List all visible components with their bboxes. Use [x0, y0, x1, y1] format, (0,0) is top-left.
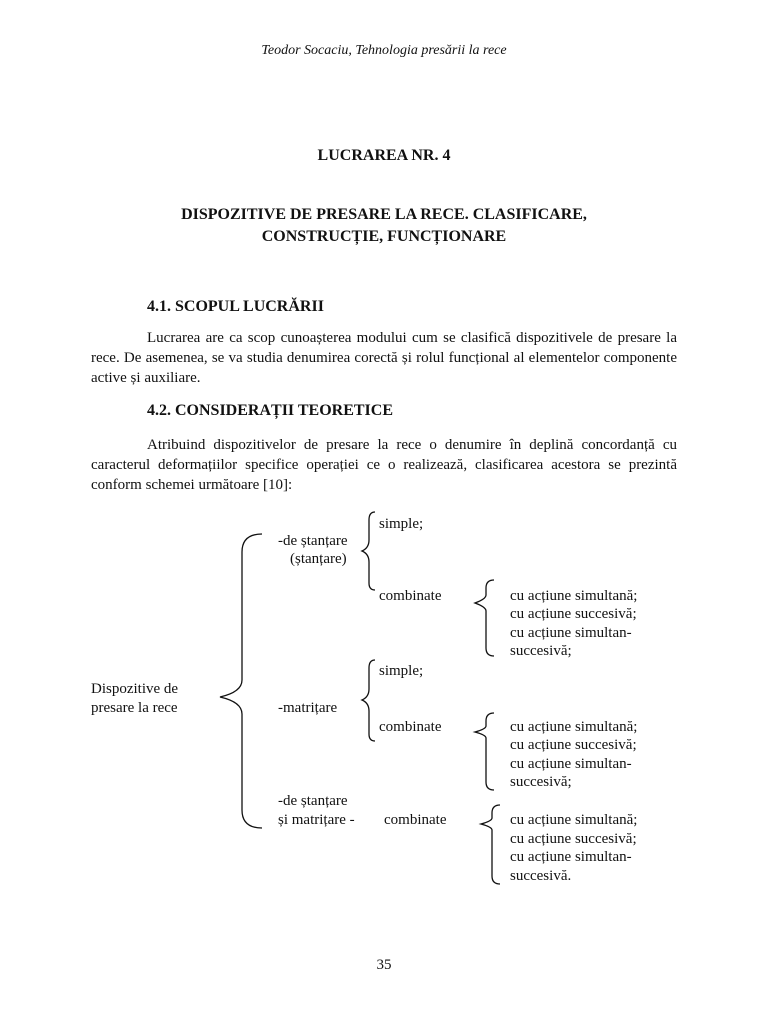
stantare-opt-successive: cu acțiune succesivă; — [510, 606, 637, 622]
stantare-opt-simultaneous: cu acțiune simultană; — [510, 588, 638, 604]
section-heading-scope: 4.1. SCOPUL LUCRĂRII — [147, 298, 324, 315]
paragraph-theory-text: Atribuind dispozitivelor de presare la rece o denumire în deplină concordanță cu caracterul deformațiilor specifice operației ce o realizează, clasificarea acestora se prezintă conform schemei următoare [10]: — [91, 437, 677, 493]
root-label-line-1: Dispozitive de — [91, 681, 179, 697]
stantare-opt-mixed-line-2: succesivă; — [510, 643, 572, 659]
stantare-matritare-opt-successive: cu acțiune succesivă; — [510, 831, 637, 847]
matritare-combined: combinate — [379, 719, 442, 735]
stantare-simple: simple; — [379, 516, 424, 532]
stantare-matritare-opt-mixed-line-1: cu acțiune simultan- — [510, 849, 632, 865]
page-number: 35 — [376, 957, 392, 973]
chapter-title-line-2: CONSTRUCȚIE, FUNCȚIONARE — [261, 228, 507, 245]
stantare-opt-mixed-line-1: cu acțiune simultan- — [510, 625, 632, 641]
brace-combinate-2 — [475, 713, 494, 790]
main-brace — [220, 534, 262, 828]
page-header: Teodor Socaciu, Tehnologia presării la rece — [261, 43, 507, 58]
brace-stantare — [362, 512, 375, 590]
matritare-opt-successive: cu acțiune succesivă; — [510, 737, 637, 753]
branch-matritare: -matrițare — [278, 700, 338, 716]
brace-matritare — [362, 660, 375, 741]
matritare-opt-mixed-line-1: cu acțiune simultan- — [510, 756, 632, 772]
branch-stantare-matritare-line-1: -de ștanțare — [278, 793, 348, 809]
stantare-matritare-combined: combinate — [384, 812, 447, 828]
brace-combinate-1 — [475, 580, 494, 656]
root-label-line-2: presare la rece — [91, 700, 178, 716]
stantare-combined: combinate — [379, 588, 442, 604]
paragraph-scope-text: Lucrarea are ca scop cunoașterea modului cum se clasifică dispozitivele de presare la rece. De asemenea, se va studia denumirea corectă și rolul funcțional al elementelor componente active și auxiliare. — [91, 330, 677, 386]
matritare-simple: simple; — [379, 663, 424, 679]
brace-combinate-3 — [481, 805, 500, 884]
stantare-matritare-opt-mixed-line-2: succesivă. — [510, 868, 572, 884]
lab-title: LUCRAREA NR. 4 — [317, 147, 451, 164]
branch-stantare-line-2: (ștanțare) — [290, 551, 347, 567]
branch-stantare-line-1: -de ștanțare — [278, 533, 348, 549]
section-heading-theory: 4.2. CONSIDERAȚII TEORETICE — [147, 402, 393, 419]
stantare-matritare-opt-simultaneous: cu acțiune simultană; — [510, 812, 638, 828]
branch-stantare-matritare-line-2: și matrițare - — [278, 812, 355, 828]
chapter-title-line-1: DISPOZITIVE DE PRESARE LA RECE. CLASIFICARE, — [181, 206, 587, 223]
matritare-opt-simultaneous: cu acțiune simultană; — [510, 719, 638, 735]
matritare-opt-mixed-line-2: succesivă; — [510, 774, 572, 790]
